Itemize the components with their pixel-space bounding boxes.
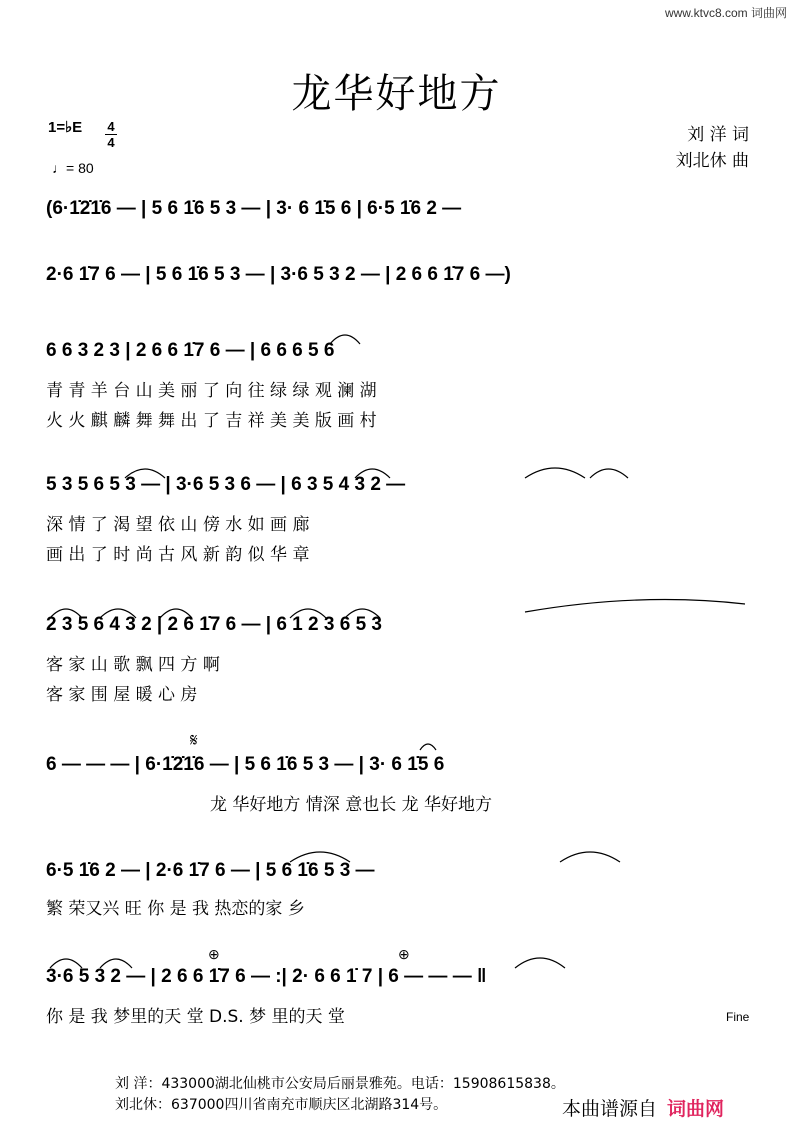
notation: (6·1̇2̇1̇6 — | 5 6 1̇6 5 3 — | 3· 6 1̇5 6 | 6·5 1̇6 2 — <box>46 198 462 219</box>
coda-sign-1: ⊕ <box>208 946 220 962</box>
composer-credit: 刘北休 曲 <box>675 151 749 171</box>
notation: 6·5 1̇6 2 — | 2·6 1̇7 6 — | 5 6 1̇6 5 3 — <box>46 860 375 881</box>
watermark-site: 词曲网 <box>667 1098 725 1120</box>
watermark-bottom <box>562 1094 724 1121</box>
song-title: 龙华好地方 <box>291 71 502 117</box>
lyric-line: 客 家 围 屋 暖 心 房 <box>46 685 198 705</box>
lyric-line: 深 情 了 渴 望 依 山 傍 水 如 画 廊 <box>46 515 310 535</box>
fine-marking: Fine <box>726 1010 750 1024</box>
lyric-line: 龙 华好地方 情深 意也长 龙 华好地方 <box>210 795 493 815</box>
lyric-line: 火 火 麒 麟 舞 舞 出 了 吉 祥 美 美 版 画 村 <box>46 411 377 431</box>
footer-contact-composer: 刘北休：637000四川省南充市顺庆区北湖路314号。 <box>115 1097 448 1113</box>
watermark-top: www.ktvc8.com 词曲网 <box>664 6 787 20</box>
time-top: 4 <box>107 119 115 134</box>
lyric-line: 青 青 羊 台 山 美 丽 了 向 往 绿 绿 观 澜 湖 <box>46 381 377 401</box>
lyric-line: 繁 荣又兴 旺 你 是 我 热恋的家 乡 <box>46 899 305 919</box>
segno-sign: 𝄋 <box>190 730 198 750</box>
footer-contact-lyricist: 刘 洋：433000湖北仙桃市公安局后丽景雅苑。电话：15908615838。 <box>115 1076 565 1092</box>
time-bottom: 4 <box>107 135 115 150</box>
coda-sign-2: ⊕ <box>398 946 410 962</box>
notation: 6 6 3 2 3 | 2 6 6 1̇7 6 — | 6 6 6 5 6 <box>46 340 335 361</box>
notation: 2 3 5 6 4 3 2 | 2 6 1̇7 6 — | 6 1 2 3 6 5 3 <box>46 614 382 635</box>
watermark-text: 本曲谱源自 <box>562 1098 658 1120</box>
lyric-line: 画 出 了 时 尚 古 风 新 韵 似 华 章 <box>46 545 310 565</box>
notation: 3·6 5 3 2 — | 2 6 6 1̇7 6 — :| 2· 6 6 1̇ 7 | 6 — — — ‖ <box>46 966 487 987</box>
lyric-line: 你 是 我 梦里的天 堂 D.S. 梦 里的天 堂 <box>46 1007 345 1027</box>
tempo-marking: ♩= 80 <box>52 160 94 176</box>
notation: 2·6 1̇7 6 — | 5 6 1̇6 5 3 — | 3·6 5 3 2 — | 2 6 6 1̇7 6 —) <box>46 264 511 285</box>
lyricist-credit: 刘 洋 词 <box>687 125 749 145</box>
lyric-line: 客 家 山 歌 飘 四 方 啊 <box>46 655 220 675</box>
notation: 6 — — — | 6·1̇2̇1̇6 — | 5 6 1̇6 5 3 — | 3· 6 1̇5 6 <box>46 754 445 775</box>
notation: 5 3 5 6 5 3 — | 3·6 5 3 6 — | 6 3 5 4 3 2 — <box>46 474 406 495</box>
key-signature: 1=♭E <box>48 119 83 136</box>
